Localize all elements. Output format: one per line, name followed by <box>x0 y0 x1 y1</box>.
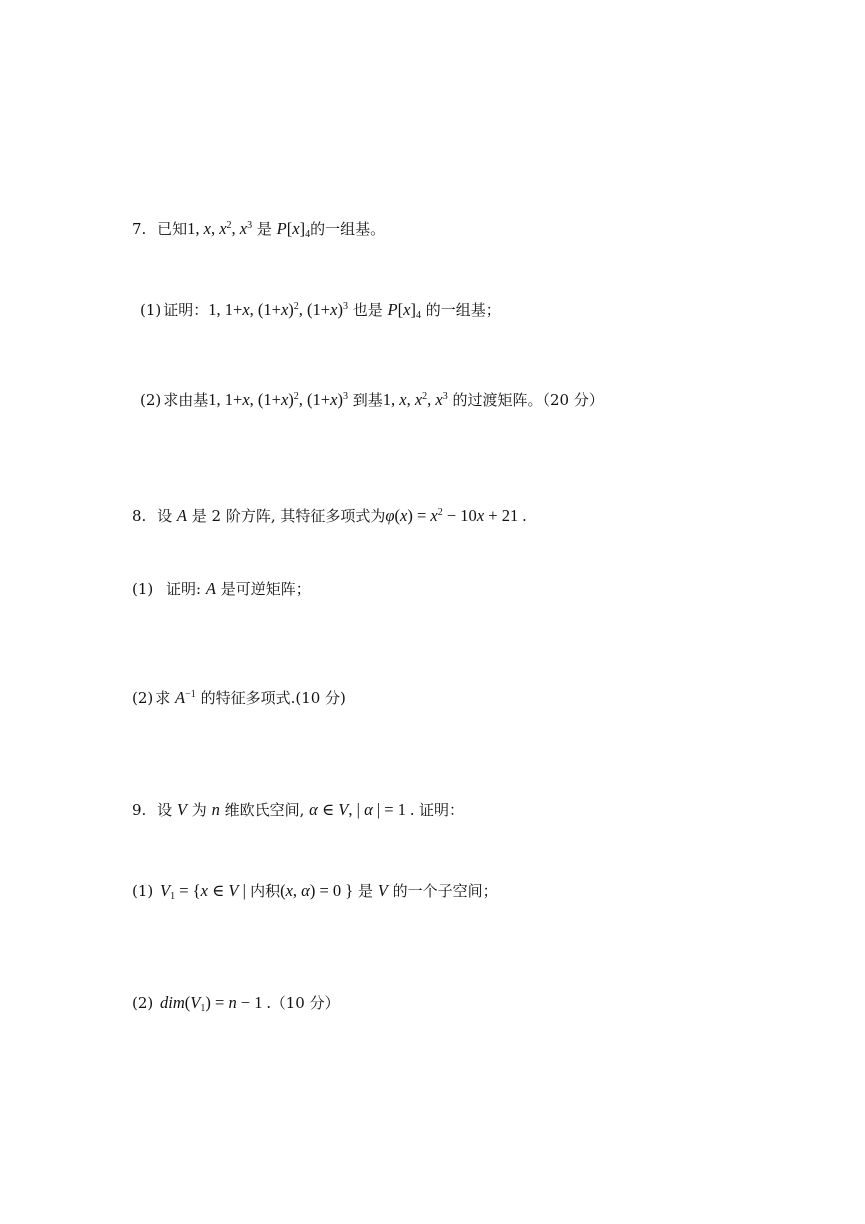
math-new-basis: 1, 1+x, $(1+x)^2$, $(1+x)^3$ <box>208 390 348 409</box>
math-basis: 1, x, $x^2$, $x^3$ <box>382 390 448 409</box>
math-dimension-n: n <box>211 800 220 819</box>
math-unit-vector: α ∈ V, | α | = 1 . <box>309 800 415 819</box>
math-dimension: $dim(V_1) = n - 1$ . <box>160 993 271 1014</box>
part-label: (2) <box>132 994 154 1012</box>
math-matrix-a: A <box>176 506 187 525</box>
part-label: (1) <box>132 882 154 900</box>
math-inverse-matrix: $A^{-1}$ <box>175 688 196 707</box>
math-space-v: V <box>176 800 187 819</box>
problem-8-part-2: (2) 求 $A^{-1}$ 的特征多项式.(10 分) <box>132 688 346 707</box>
problem-number: 9. <box>132 801 147 819</box>
math-matrix-a: A <box>205 579 216 598</box>
problem-7-part-1: (1) 证明：1, 1+x, $(1+x)^2$, $(1+x)^3$ 也是 $P[x]_4$ 的一组基； <box>140 300 501 321</box>
problem-8-intro: 8. 设 A 是 2 阶方阵, 其特征多项式为$\varphi(x) = x^2 - 10x + 21$ . <box>132 506 527 525</box>
problem-7-part-2: (2) 求由基1, 1+x, $(1+x)^2$, $(1+x)^3$ 到基1, x, $x^2$, $x^3$ 的过渡矩阵。（20 分） <box>140 390 604 409</box>
points: （20 分） <box>542 391 604 409</box>
points: （10 分） <box>270 994 340 1012</box>
problem-9-part-2 <box>132 993 340 1013</box>
problem-8-part-1: (1) 证明: A 是可逆矩阵； <box>132 579 311 598</box>
part-label: (1) <box>132 580 154 598</box>
math-characteristic-polynomial: $\varphi(x) = x^2 - 10x + 21$ . <box>385 506 527 525</box>
problem-number: 7. <box>132 220 147 238</box>
part-label: (2) <box>132 689 154 707</box>
points: (10 分) <box>295 689 346 707</box>
part-label: (1) <box>140 301 162 319</box>
math-space-v: V <box>377 881 388 900</box>
problem-7-intro: 7. 已知1, x, $x^2$, $x^3$ 是 $P[x]_4$的一组基。 <box>132 219 386 240</box>
problem-9-part-1: (1) $V_1 = \{x$ ∈ V | 内积(x, α) = 0 } 是 V 的一个子空间； <box>132 881 498 902</box>
problem-9-intro: 9. 设 V 为 n 维欧氏空间, α ∈ V, | α | = 1 . 证明： <box>132 800 465 819</box>
math-subspace-def: $V_1 = \{x$ ∈ V | <box>160 881 251 902</box>
problem-number: 8. <box>132 507 147 525</box>
math-inner-product: (x, α) = 0 } <box>280 881 354 900</box>
math-basis: 1, x, $x^2$, $x^3$ <box>187 219 253 238</box>
math-new-basis: 1, 1+x, $(1+x)^2$, $(1+x)^3$ <box>208 300 348 319</box>
math-space: $P[x]_4$ <box>387 300 421 321</box>
part-label: (2) <box>140 391 162 409</box>
math-space: $P[x]_4$ <box>276 219 311 240</box>
